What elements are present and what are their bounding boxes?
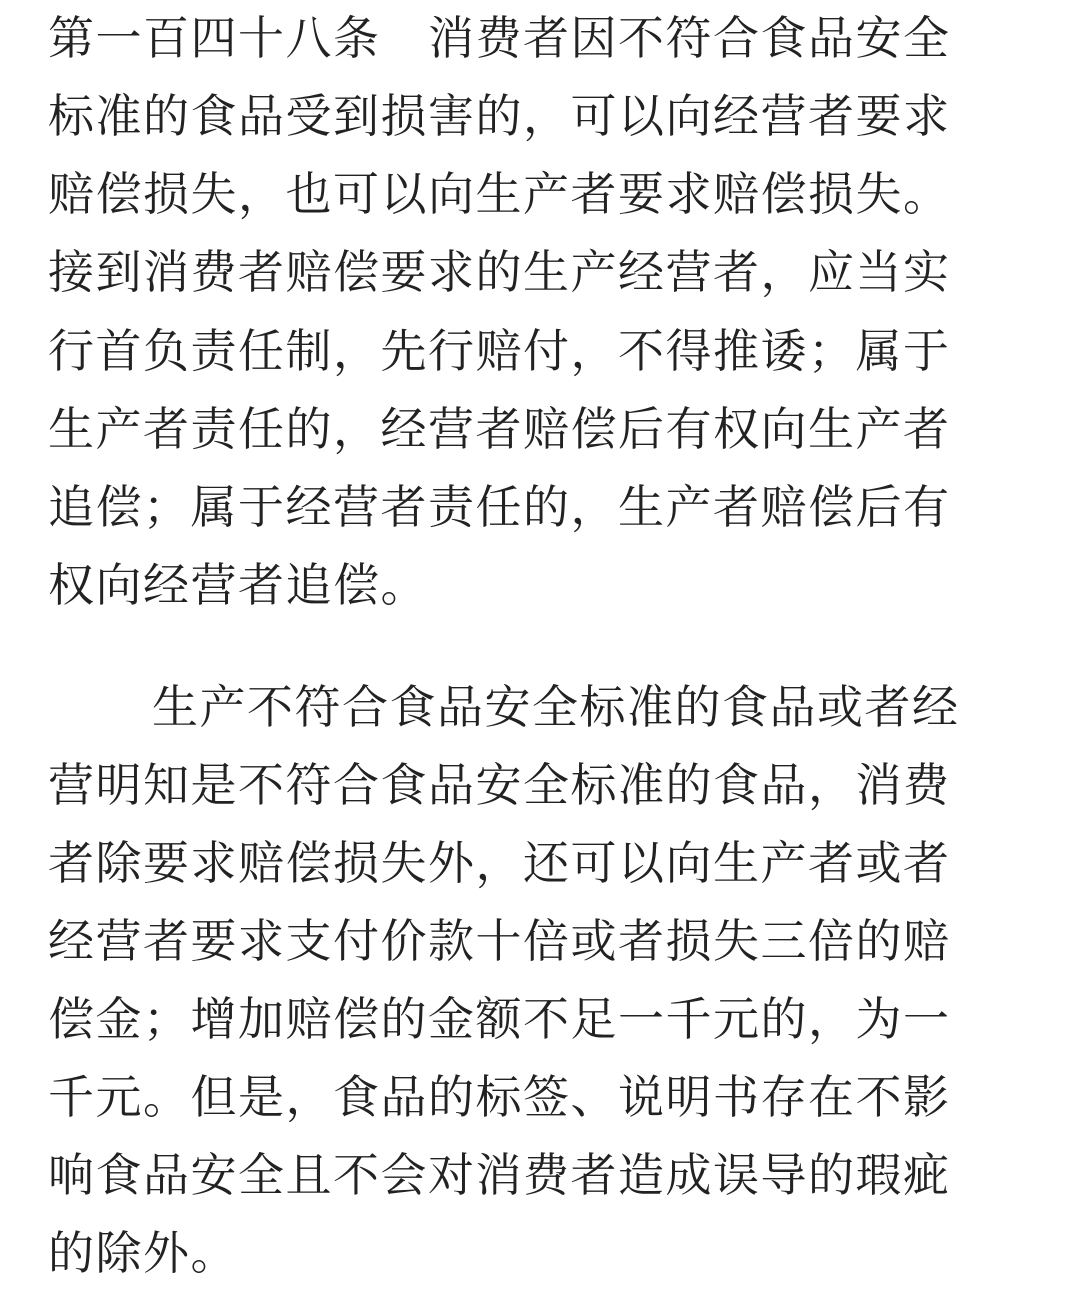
paragraph-1-line-6: 生产者责任的，经营者赔偿后有权向生产者 (48, 402, 951, 456)
paragraph-1-line-5: 行首负责任制，先行赔付，不得推诿；属于 (48, 324, 951, 378)
paragraph-2-line-7: 响食品安全且不会对消费者造成误导的瑕疵 (48, 1148, 951, 1202)
paragraph-1-line-8: 权向经营者追偿。 (48, 558, 428, 612)
paragraph-1-line-4: 接到消费者赔偿要求的生产经营者，应当实 (48, 245, 951, 299)
paragraph-2-line-8: 的除外。 (48, 1226, 238, 1280)
paragraph-2-line-5: 偿金；增加赔偿的金额不足一千元的，为一 (48, 992, 951, 1046)
paragraph-2-line-6: 千元。但是，食品的标签、说明书存在不影 (48, 1070, 951, 1124)
paragraph-2-line-2: 营明知是不符合食品安全标准的食品，消费 (48, 758, 951, 812)
paragraph-2-line-3: 者除要求赔偿损失外，还可以向生产者或者 (48, 836, 951, 890)
paragraph-1-line-3: 赔偿损失，也可以向生产者要求赔偿损失。 (48, 167, 951, 221)
paragraph-2-line-1: 生产不符合食品安全标准的食品或者经 (152, 680, 960, 734)
paragraph-1-line-1: 第一百四十八条 消费者因不符合食品安全 (48, 11, 951, 65)
paragraph-1-line-7: 追偿；属于经营者责任的，生产者赔偿后有 (48, 480, 951, 534)
paragraph-1-line-2: 标准的食品受到损害的，可以向经营者要求 (48, 89, 951, 143)
paragraph-2-line-4: 经营者要求支付价款十倍或者损失三倍的赔 (48, 914, 951, 968)
